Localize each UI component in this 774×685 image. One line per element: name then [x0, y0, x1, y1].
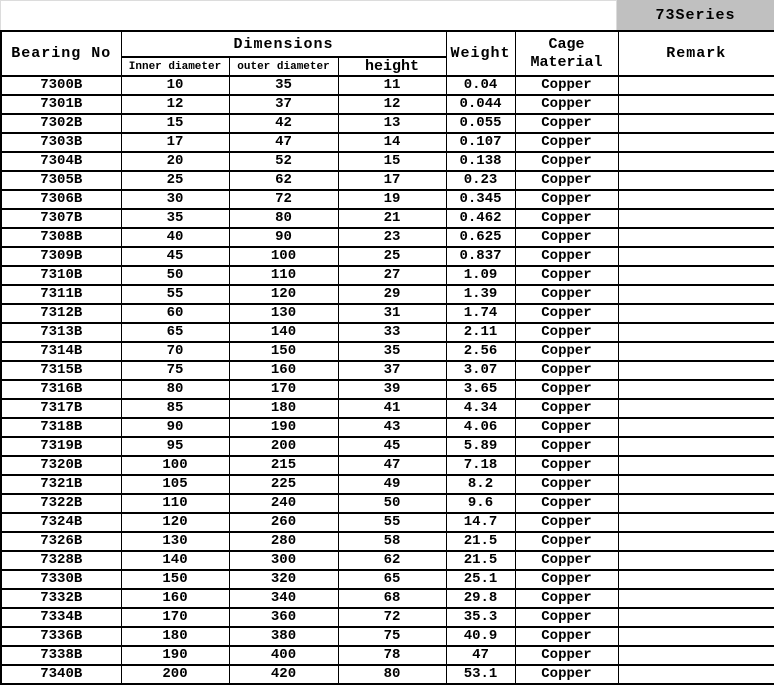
cell-height: 49: [338, 475, 446, 494]
cell-height: 45: [338, 437, 446, 456]
cell-weight: 14.7: [446, 513, 515, 532]
cell-remark: [618, 608, 774, 627]
cell-cage-material: Copper: [515, 114, 618, 133]
cell-weight: 21.5: [446, 532, 515, 551]
cell-remark: [618, 456, 774, 475]
cell-cage-material: Copper: [515, 475, 618, 494]
cell-remark: [618, 171, 774, 190]
cell-inner-diameter: 100: [121, 456, 229, 475]
cell-outer-diameter: 80: [229, 209, 338, 228]
cell-cage-material: Copper: [515, 456, 618, 475]
cell-cage-material: Copper: [515, 418, 618, 437]
cell-bearing-no: 7338B: [1, 646, 121, 665]
table-row: [1, 589, 774, 608]
cell-cage-material: Copper: [515, 532, 618, 551]
table-row: [1, 342, 774, 361]
cell-remark: [618, 114, 774, 133]
cell-weight: 4.06: [446, 418, 515, 437]
cell-height: 80: [338, 665, 446, 684]
cell-weight: 25.1: [446, 570, 515, 589]
cell-bearing-no: 7301B: [1, 95, 121, 114]
cell-outer-diameter: 200: [229, 437, 338, 456]
cell-outer-diameter: 35: [229, 76, 338, 95]
cell-height: 58: [338, 532, 446, 551]
cell-inner-diameter: 190: [121, 646, 229, 665]
cell-outer-diameter: 110: [229, 266, 338, 285]
cell-remark: [618, 589, 774, 608]
cell-inner-diameter: 60: [121, 304, 229, 323]
table-row: [1, 456, 774, 475]
cell-bearing-no: 7302B: [1, 114, 121, 133]
cell-bearing-no: 7313B: [1, 323, 121, 342]
table-row: [1, 399, 774, 418]
cell-height: 33: [338, 323, 446, 342]
cell-height: 62: [338, 551, 446, 570]
cell-inner-diameter: 70: [121, 342, 229, 361]
table-body: [1, 76, 774, 684]
cell-inner-diameter: 140: [121, 551, 229, 570]
table-row: [1, 114, 774, 133]
cell-remark: [618, 418, 774, 437]
cell-outer-diameter: 42: [229, 114, 338, 133]
header-weight: Weight: [446, 31, 515, 76]
cell-bearing-no: 7321B: [1, 475, 121, 494]
header-remark: Remark: [618, 31, 774, 76]
cell-height: 75: [338, 627, 446, 646]
cell-height: 35: [338, 342, 446, 361]
cell-cage-material: Copper: [515, 494, 618, 513]
cell-outer-diameter: 240: [229, 494, 338, 513]
cell-inner-diameter: 120: [121, 513, 229, 532]
header-cage-material: Cage Material: [515, 31, 618, 76]
cell-bearing-no: 7300B: [1, 76, 121, 95]
cell-bearing-no: 7309B: [1, 247, 121, 266]
cell-remark: [618, 380, 774, 399]
table-row: [1, 228, 774, 247]
cell-inner-diameter: 25: [121, 171, 229, 190]
cell-cage-material: Copper: [515, 361, 618, 380]
table-row: [1, 665, 774, 684]
cell-weight: 0.625: [446, 228, 515, 247]
cell-inner-diameter: 130: [121, 532, 229, 551]
table-header: [1, 31, 774, 76]
cell-cage-material: Copper: [515, 190, 618, 209]
cell-height: 11: [338, 76, 446, 95]
cell-cage-material: Copper: [515, 133, 618, 152]
cell-weight: 1.39: [446, 285, 515, 304]
cell-remark: [618, 266, 774, 285]
cell-remark: [618, 399, 774, 418]
cell-remark: [618, 551, 774, 570]
cell-inner-diameter: 110: [121, 494, 229, 513]
header-dimensions: Dimensions: [121, 31, 446, 57]
cell-height: 68: [338, 589, 446, 608]
cell-inner-diameter: 150: [121, 570, 229, 589]
cell-weight: 47: [446, 646, 515, 665]
cell-height: 12: [338, 95, 446, 114]
cell-height: 27: [338, 266, 446, 285]
cell-bearing-no: 7314B: [1, 342, 121, 361]
cell-height: 14: [338, 133, 446, 152]
cell-cage-material: Copper: [515, 589, 618, 608]
cell-bearing-no: 7315B: [1, 361, 121, 380]
table-row: [1, 304, 774, 323]
cell-height: 78: [338, 646, 446, 665]
table-row: [1, 475, 774, 494]
cell-bearing-no: 7316B: [1, 380, 121, 399]
cell-cage-material: Copper: [515, 285, 618, 304]
cell-weight: 0.138: [446, 152, 515, 171]
table-row: [1, 247, 774, 266]
cell-bearing-no: 7336B: [1, 627, 121, 646]
cell-weight: 1.74: [446, 304, 515, 323]
cell-bearing-no: 7311B: [1, 285, 121, 304]
cell-inner-diameter: 20: [121, 152, 229, 171]
cell-height: 29: [338, 285, 446, 304]
cell-height: 17: [338, 171, 446, 190]
cell-height: 50: [338, 494, 446, 513]
table-row: [1, 570, 774, 589]
cell-inner-diameter: 105: [121, 475, 229, 494]
cell-weight: 7.18: [446, 456, 515, 475]
cell-outer-diameter: 47: [229, 133, 338, 152]
cell-remark: [618, 133, 774, 152]
cell-outer-diameter: 72: [229, 190, 338, 209]
header-outer-diameter: outer diameter: [229, 57, 338, 76]
bearing-spec-table: [0, 30, 774, 685]
cell-bearing-no: 7319B: [1, 437, 121, 456]
cell-bearing-no: 7305B: [1, 171, 121, 190]
cell-cage-material: Copper: [515, 152, 618, 171]
table-row: [1, 627, 774, 646]
cell-outer-diameter: 160: [229, 361, 338, 380]
cell-height: 31: [338, 304, 446, 323]
header-bearing-no: Bearing No: [1, 31, 121, 76]
cell-cage-material: Copper: [515, 380, 618, 399]
cell-remark: [618, 475, 774, 494]
cell-cage-material: Copper: [515, 76, 618, 95]
cell-height: 13: [338, 114, 446, 133]
cell-height: 23: [338, 228, 446, 247]
cell-outer-diameter: 37: [229, 95, 338, 114]
cell-bearing-no: 7303B: [1, 133, 121, 152]
cell-remark: [618, 627, 774, 646]
cell-cage-material: Copper: [515, 551, 618, 570]
header-inner-diameter: Inner diameter: [121, 57, 229, 76]
cell-inner-diameter: 45: [121, 247, 229, 266]
table-row: [1, 361, 774, 380]
table-row: [1, 532, 774, 551]
cell-cage-material: Copper: [515, 304, 618, 323]
table-row: [1, 323, 774, 342]
cell-outer-diameter: 420: [229, 665, 338, 684]
cell-outer-diameter: 180: [229, 399, 338, 418]
cell-outer-diameter: 300: [229, 551, 338, 570]
cell-inner-diameter: 40: [121, 228, 229, 247]
table-row: [1, 190, 774, 209]
cell-inner-diameter: 65: [121, 323, 229, 342]
cell-height: 25: [338, 247, 446, 266]
cell-remark: [618, 76, 774, 95]
cell-remark: [618, 285, 774, 304]
cell-cage-material: Copper: [515, 95, 618, 114]
cell-weight: 0.345: [446, 190, 515, 209]
table-row: [1, 437, 774, 456]
cell-bearing-no: 7334B: [1, 608, 121, 627]
cell-height: 41: [338, 399, 446, 418]
table-row: [1, 95, 774, 114]
cell-inner-diameter: 90: [121, 418, 229, 437]
cell-inner-diameter: 15: [121, 114, 229, 133]
cell-cage-material: Copper: [515, 608, 618, 627]
cell-outer-diameter: 360: [229, 608, 338, 627]
cell-remark: [618, 665, 774, 684]
cell-weight: 53.1: [446, 665, 515, 684]
cell-weight: 2.11: [446, 323, 515, 342]
cell-outer-diameter: 225: [229, 475, 338, 494]
cell-remark: [618, 532, 774, 551]
cell-cage-material: Copper: [515, 323, 618, 342]
cell-height: 37: [338, 361, 446, 380]
cell-bearing-no: 7326B: [1, 532, 121, 551]
cell-inner-diameter: 160: [121, 589, 229, 608]
cell-bearing-no: 7332B: [1, 589, 121, 608]
cell-weight: 21.5: [446, 551, 515, 570]
cell-cage-material: Copper: [515, 342, 618, 361]
cell-weight: 0.044: [446, 95, 515, 114]
cell-height: 19: [338, 190, 446, 209]
cell-remark: [618, 209, 774, 228]
cell-remark: [618, 570, 774, 589]
cell-weight: 3.65: [446, 380, 515, 399]
cell-remark: [618, 361, 774, 380]
cell-outer-diameter: 140: [229, 323, 338, 342]
cell-outer-diameter: 170: [229, 380, 338, 399]
cell-inner-diameter: 30: [121, 190, 229, 209]
table-row: [1, 266, 774, 285]
cell-bearing-no: 7304B: [1, 152, 121, 171]
cell-inner-diameter: 35: [121, 209, 229, 228]
cell-cage-material: Copper: [515, 437, 618, 456]
series-title-badge: 73Series: [617, 0, 774, 30]
cell-bearing-no: 7340B: [1, 665, 121, 684]
table-row: [1, 513, 774, 532]
cell-outer-diameter: 130: [229, 304, 338, 323]
table-row: [1, 209, 774, 228]
cell-outer-diameter: 62: [229, 171, 338, 190]
cell-inner-diameter: 50: [121, 266, 229, 285]
cell-remark: [618, 494, 774, 513]
cell-bearing-no: 7324B: [1, 513, 121, 532]
table-row: [1, 133, 774, 152]
table-row: [1, 285, 774, 304]
cell-bearing-no: 7307B: [1, 209, 121, 228]
cell-weight: 2.56: [446, 342, 515, 361]
cell-outer-diameter: 150: [229, 342, 338, 361]
cell-bearing-no: 7310B: [1, 266, 121, 285]
cell-bearing-no: 7330B: [1, 570, 121, 589]
cell-cage-material: Copper: [515, 266, 618, 285]
cell-height: 55: [338, 513, 446, 532]
cell-inner-diameter: 200: [121, 665, 229, 684]
top-strip: [0, 0, 774, 30]
cell-cage-material: Copper: [515, 665, 618, 684]
cell-bearing-no: 7320B: [1, 456, 121, 475]
table-row: [1, 494, 774, 513]
cell-inner-diameter: 95: [121, 437, 229, 456]
cell-inner-diameter: 180: [121, 627, 229, 646]
cell-weight: 9.6: [446, 494, 515, 513]
cell-weight: 0.462: [446, 209, 515, 228]
cell-outer-diameter: 215: [229, 456, 338, 475]
cell-inner-diameter: 75: [121, 361, 229, 380]
cell-weight: 0.055: [446, 114, 515, 133]
cell-bearing-no: 7328B: [1, 551, 121, 570]
header-height: height: [338, 57, 446, 76]
cell-cage-material: Copper: [515, 513, 618, 532]
cell-outer-diameter: 90: [229, 228, 338, 247]
cell-cage-material: Copper: [515, 399, 618, 418]
cell-weight: 40.9: [446, 627, 515, 646]
cell-height: 15: [338, 152, 446, 171]
cell-bearing-no: 7308B: [1, 228, 121, 247]
cell-inner-diameter: 17: [121, 133, 229, 152]
cell-outer-diameter: 260: [229, 513, 338, 532]
cell-height: 43: [338, 418, 446, 437]
cell-height: 39: [338, 380, 446, 399]
cell-inner-diameter: 85: [121, 399, 229, 418]
cell-bearing-no: 7318B: [1, 418, 121, 437]
table-row: [1, 380, 774, 399]
cell-height: 72: [338, 608, 446, 627]
cell-weight: 8.2: [446, 475, 515, 494]
cell-remark: [618, 437, 774, 456]
cell-height: 21: [338, 209, 446, 228]
cell-weight: 0.23: [446, 171, 515, 190]
cell-remark: [618, 646, 774, 665]
cell-outer-diameter: 190: [229, 418, 338, 437]
cell-outer-diameter: 340: [229, 589, 338, 608]
cell-bearing-no: 7317B: [1, 399, 121, 418]
cell-weight: 5.89: [446, 437, 515, 456]
cell-cage-material: Copper: [515, 570, 618, 589]
cell-remark: [618, 304, 774, 323]
cell-remark: [618, 228, 774, 247]
cell-remark: [618, 190, 774, 209]
cell-remark: [618, 152, 774, 171]
table-row: [1, 171, 774, 190]
cell-inner-diameter: 170: [121, 608, 229, 627]
cell-weight: 0.107: [446, 133, 515, 152]
cell-weight: 35.3: [446, 608, 515, 627]
cell-remark: [618, 323, 774, 342]
cell-height: 65: [338, 570, 446, 589]
cell-outer-diameter: 320: [229, 570, 338, 589]
cell-inner-diameter: 55: [121, 285, 229, 304]
cell-remark: [618, 513, 774, 532]
top-strip-blank: [0, 0, 617, 30]
cell-cage-material: Copper: [515, 646, 618, 665]
cell-outer-diameter: 380: [229, 627, 338, 646]
cell-height: 47: [338, 456, 446, 475]
table-row: [1, 646, 774, 665]
cell-weight: 29.8: [446, 589, 515, 608]
cell-cage-material: Copper: [515, 228, 618, 247]
cell-inner-diameter: 12: [121, 95, 229, 114]
table-row: [1, 551, 774, 570]
cell-remark: [618, 342, 774, 361]
cell-weight: 0.837: [446, 247, 515, 266]
cell-cage-material: Copper: [515, 171, 618, 190]
cell-weight: 1.09: [446, 266, 515, 285]
cell-inner-diameter: 80: [121, 380, 229, 399]
cell-outer-diameter: 100: [229, 247, 338, 266]
cell-outer-diameter: 280: [229, 532, 338, 551]
cell-weight: 0.04: [446, 76, 515, 95]
cell-remark: [618, 95, 774, 114]
cell-cage-material: Copper: [515, 247, 618, 266]
table-row: [1, 152, 774, 171]
cell-bearing-no: 7312B: [1, 304, 121, 323]
cell-cage-material: Copper: [515, 627, 618, 646]
cell-weight: 4.34: [446, 399, 515, 418]
cell-outer-diameter: 52: [229, 152, 338, 171]
cell-bearing-no: 7306B: [1, 190, 121, 209]
cell-bearing-no: 7322B: [1, 494, 121, 513]
cell-remark: [618, 247, 774, 266]
cell-inner-diameter: 10: [121, 76, 229, 95]
cell-cage-material: Copper: [515, 209, 618, 228]
table-row: [1, 608, 774, 627]
cell-weight: 3.07: [446, 361, 515, 380]
table-row: [1, 418, 774, 437]
cell-outer-diameter: 400: [229, 646, 338, 665]
table-row: [1, 76, 774, 95]
cell-outer-diameter: 120: [229, 285, 338, 304]
